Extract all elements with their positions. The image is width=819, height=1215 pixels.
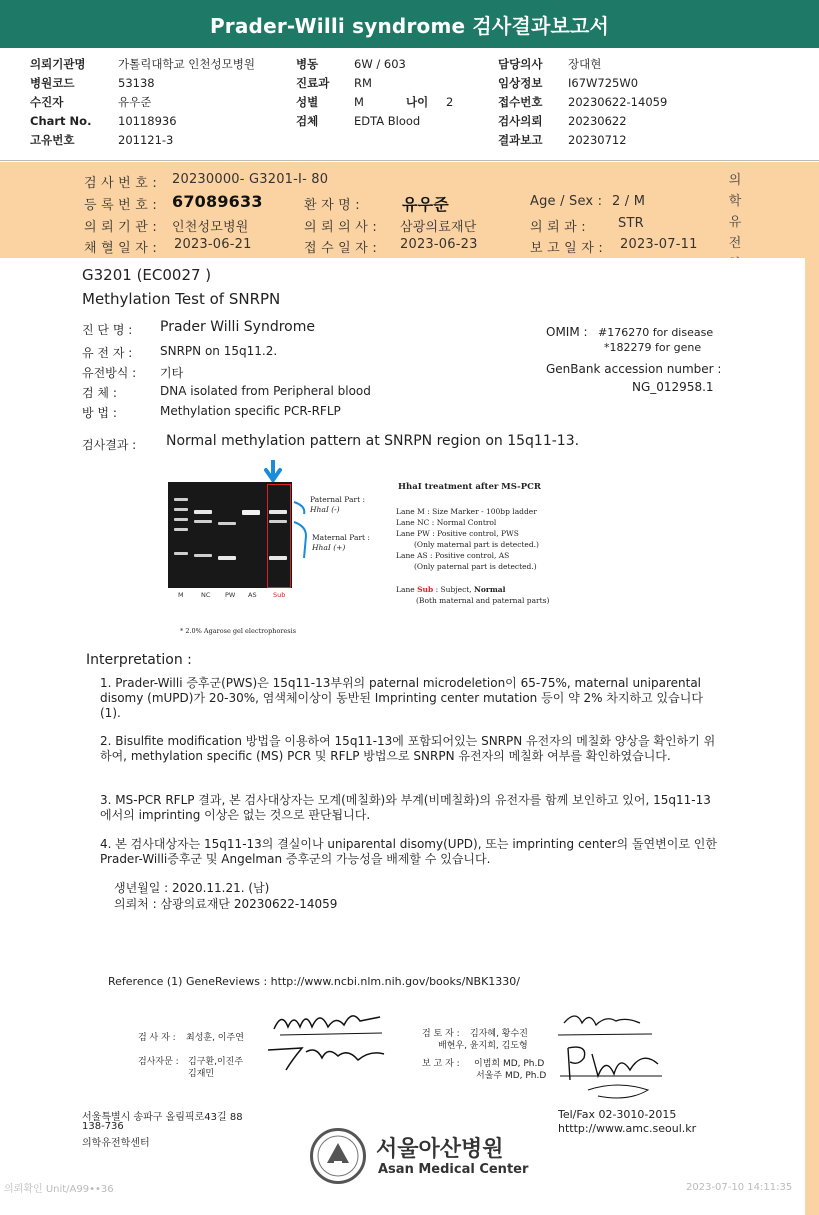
reporter-names: 이범희 MD, Ph.D — [474, 1059, 545, 1069]
requesting-dept: STR — [618, 216, 644, 231]
header-divider — [0, 160, 819, 161]
reviewer-names: 김자혜, 황수진 — [470, 1029, 528, 1039]
hospital-name-ko: 서울아산병원 — [376, 1137, 504, 1162]
bracket-icon — [292, 492, 314, 572]
test-name: Methylation Test of SNRPN — [82, 290, 281, 308]
test-result: Normal methylation pattern at SNRPN region on 15q11-13. — [166, 433, 580, 449]
header-col3: 담당의사 장대현 임상정보 I67W725W0 접수번호 20230622-14059 검사의뢰 20230622 결과보고 20230712 — [498, 57, 668, 147]
website: htttp://www.amc.seoul.kr — [558, 1122, 697, 1135]
patient-info-band: 검 사 번 호 : 20230000- G3201-I- 80 등 록 번 호 : 67089633 환 자 명 : 유우준 Age / Sex : 2 / M 의 뢰 기 관 : 인천성모병원 의 뢰 의 사 : 삼광의료재단 의 뢰 과 : STR 채 혈 일 자 : 2023-06-21 접 수 일 자 : 2023-06-23 보 고 일 자 : 2023-07-11 — [0, 162, 819, 258]
age-sex: 2 / M — [612, 194, 646, 209]
address-line: 138-736 — [82, 1121, 124, 1132]
genbank-number: NG_012958.1 — [632, 380, 714, 394]
signature-reporter — [558, 1040, 668, 1102]
receipt-date: 2023-06-23 — [400, 237, 478, 252]
report-title: Prader-Willi syndrome 검사결과보고서 — [0, 0, 819, 48]
interpretation-item: 3. MS-PCR RFLP 결과, 본 검사대상자는 모계(메칠화)와 부계(비메칠화)의 유전자를 함께 보인하고 있어, 15q11-13에서의 imprinting 이상은 없는 것으로 판단됩니다. — [100, 793, 711, 822]
paternal-label: Paternal Part : — [310, 495, 365, 504]
address-line: 의학유전학센터 — [82, 1138, 150, 1149]
interpretation-title: Interpretation : — [86, 652, 192, 668]
report-body — [0, 258, 805, 1198]
interpretation-item: 4. 본 검사대상자는 15q11-13의 결실이나 uniparental disomy(UPD), 또는 imprinting center의 돌연변이로 인한 Prader-Willi증후군 및 Angelman 증후군의 가능성을 배제할 수 있습니다. — [100, 837, 717, 866]
inheritance: 기타 — [160, 366, 184, 380]
test-number: 20230000- G3201-I- 80 — [172, 172, 329, 187]
lane-label: NC — [201, 591, 211, 599]
interpretation-item: 2. Bisulfite modification 방법을 이용하여 15q11-13에 포함되어있는 SNRPN 유전자의 메칠화 양상을 확인하기 위하여, methylation specific (MS) PCR 및 RFLP 방법으로 SNRPN 유전자의 메칠화 여부를 확인하였습니다. — [100, 734, 716, 763]
legend-title: HhaI treatment after MS-PCR — [398, 482, 541, 492]
paper-edge — [805, 258, 819, 1215]
lane-sub-legend: Lane Sub : Subject, Normal — [396, 585, 506, 594]
header-col1: 의뢰기관명 가톨릭대학교 인천성모병원 병원코드 53138 수진자 유우준 Chart No. 10118936 고유번호 201121-3 — [30, 57, 255, 147]
age-value: 2 — [446, 95, 454, 109]
birth-date: 생년월일 : 2020.11.21. (남) — [114, 881, 270, 895]
requesting-institution: 인천성모병원 — [172, 220, 249, 235]
registration-number: 67089633 — [172, 192, 263, 211]
tester-names: 최성훈, 이주연 — [186, 1033, 244, 1043]
asan-foundation-logo-icon — [310, 1128, 366, 1184]
signature-consultant — [262, 1040, 392, 1074]
signature-reviewer — [556, 1005, 656, 1037]
interpretation-item: 1. Prader-Willi 증후군(PWS)은 15q11-13부위의 paternal microdeletion이 65-75%, maternal uniparental disomy (mUPD)가 20-30%, 염색체이상이 동반된 Imprinting center mutation 등이 약 2% 차지하고 있습니다 (1). — [100, 676, 703, 720]
omim-gene: *182279 for gene — [604, 341, 702, 354]
gel-footnote: * 2.0% Agarose gel electrophoresis — [180, 627, 297, 635]
report-date: 2023-07-11 — [620, 237, 698, 252]
side-vertical-label: 의 학 유 전 — [728, 173, 742, 251]
lane-label: M — [178, 591, 184, 599]
lane-label: PW — [225, 591, 236, 599]
header-col2: 병동 6W / 603 진료과 RM 성별 M 나이 2 검체 EDTA Blood — [296, 57, 454, 128]
test-code: G3201 (EC0027 ) — [82, 266, 212, 284]
maternal-label: Maternal Part : — [312, 533, 370, 542]
subject-lane-highlight — [267, 484, 291, 588]
draw-date: 2023-06-21 — [174, 237, 252, 252]
footer-left-stamp: 의뢰확인 Unit/A99••36 — [4, 1184, 114, 1195]
signature-tester — [270, 1005, 390, 1037]
lane-label: Sub — [273, 591, 286, 599]
requester-info: 의뢰처 : 삼광의료재단 20230622-14059 — [114, 897, 338, 911]
specimen: DNA isolated from Peripheral blood — [160, 384, 371, 398]
address-line: 서울특별시 송파구 올림픽로43길 88 — [82, 1112, 243, 1123]
consultant-names: 김구환,이진주 — [188, 1057, 244, 1067]
reference: Reference (1) GeneReviews : http://www.ncbi.nlm.nih.gov/books/NBK1330/ — [108, 975, 521, 988]
patient-name: 유우준 — [402, 195, 449, 214]
requesting-doctor: 삼광의료재단 — [400, 220, 477, 235]
method: Methylation specific PCR-RFLP — [160, 404, 341, 418]
footer-timestamp: 2023-07-10 14:11:35 — [686, 1182, 793, 1193]
lane-label: AS — [248, 591, 257, 599]
phone: Tel/Fax 02-3010-2015 — [558, 1108, 677, 1121]
gene: SNRPN on 15q11.2. — [160, 344, 278, 358]
age-label: 나이 — [406, 95, 429, 109]
hospital-name-en: Asan Medical Center — [378, 1162, 529, 1177]
arrow-down-icon — [262, 460, 284, 484]
omim-disease: #176270 for disease — [598, 326, 714, 339]
diagnosis: Prader Willi Syndrome — [160, 319, 315, 335]
